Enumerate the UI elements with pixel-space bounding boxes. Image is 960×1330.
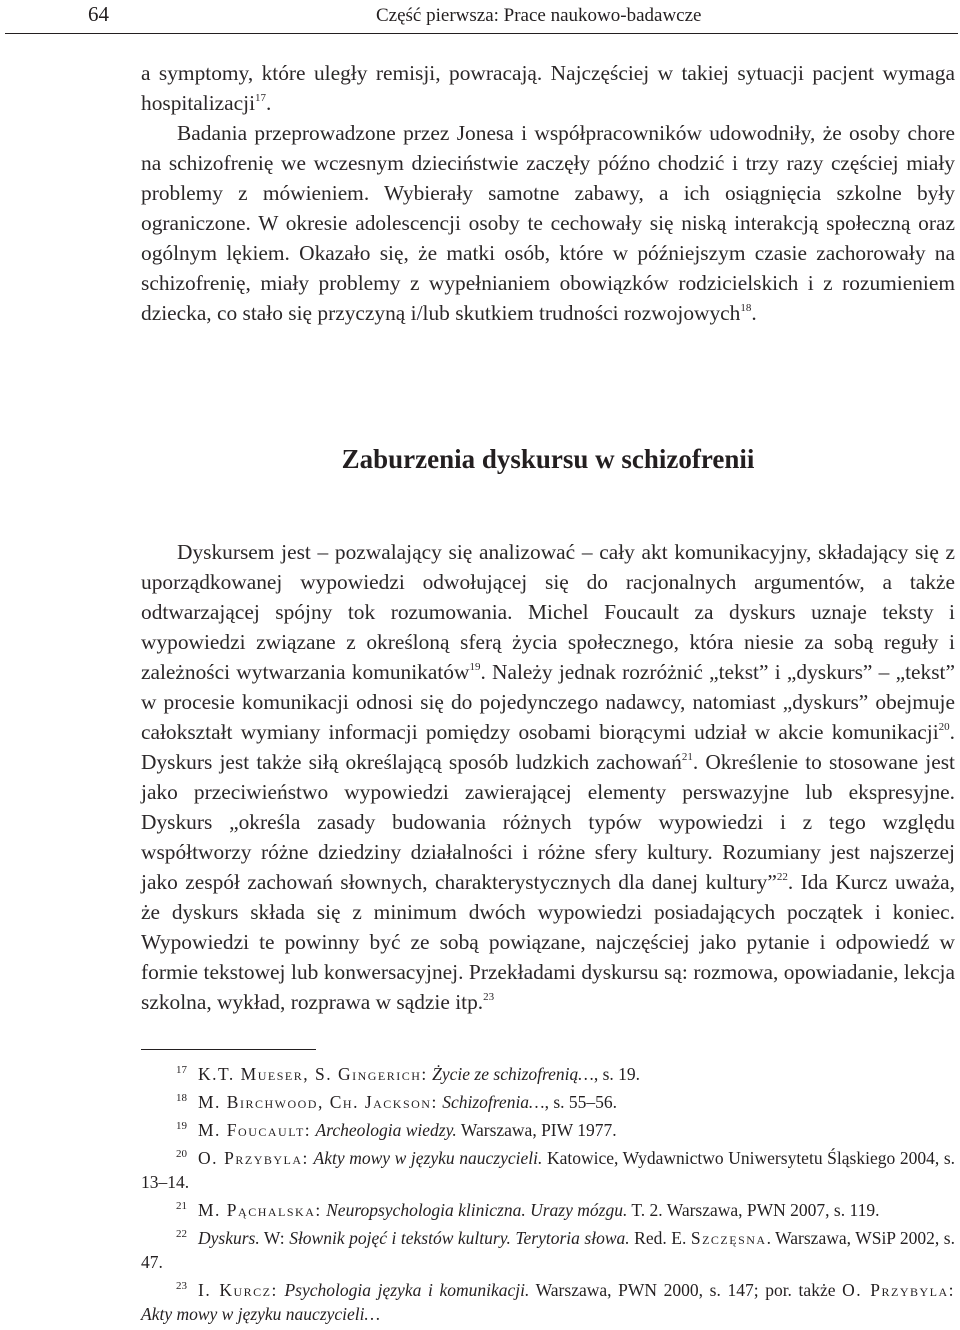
- footnote: 22 Dyskurs. W: Słownik pojęć i tekstów kultury. Terytoria słowa. Red. E. Szczęsna. Warszawa, WSiP 2002, s. 47.: [141, 1228, 955, 1272]
- footnote-title: Dyskurs.: [198, 1228, 260, 1248]
- footnote-title: Psychologia języka i komunikacji.: [284, 1280, 530, 1300]
- footnote: 23 I. Kurcz: Psychologia języka i komunikacji. Warszawa, PWN 2000, s. 147; por. także O. Przybyla: Akty mowy w języku nauczycieli…: [141, 1280, 956, 1324]
- text-run: Dyskursem jest – pozwalający się analizować – cały akt komunikacyjny, składający się z uporządkowanej wypowiedzi odwołującej się do racjonalnych argumentów, a także odtwarzającej spójny tok rozumowania. Michel Foucault za dyskurs uznaje teksty i wypowiedzi związane z określoną sferą życia społecznego, która niesie za sobą reguły i zależności wytwarzania komunikatów: [141, 540, 955, 684]
- footnote-ref: 17: [255, 92, 267, 104]
- footnote-rest: , s. 55–56.: [544, 1092, 618, 1112]
- text-run: . Dyskurs jest także siłą określającą sposób ludzkich zachowań: [141, 720, 955, 774]
- footnote: 18 M. Birchwood, Ch. Jackson: Schizofrenia…, s. 55–56.: [176, 1092, 618, 1112]
- footnote-rest: W:: [259, 1228, 290, 1248]
- footnote-author: O. Przybyla:: [198, 1148, 309, 1168]
- footnote-rest: T. 2. Warszawa, PWN 2007, s. 119.: [627, 1200, 880, 1220]
- footnote-rest: Warszawa, PWN 2000, s. 147; por. także: [529, 1280, 843, 1300]
- footnote-author: I. Kurcz:: [198, 1280, 278, 1300]
- footnote-ref: 23: [483, 991, 495, 1003]
- footnote-ref: 21: [681, 751, 693, 763]
- footnote: 21 M. Pąchalska: Neuropsychologia kliniczna. Urazy mózgu. T. 2. Warszawa, PWN 2007, s. 119.: [176, 1200, 880, 1220]
- footnote-ref: 20: [938, 721, 950, 733]
- footnote: 19 M. Foucault: Archeologia wiedzy. Warszawa, PIW 1977.: [176, 1120, 617, 1140]
- footnote-rest: Katowice, Wydawnictwo Uniwersytetu Śląskiego 2004, s. 13–14.: [141, 1148, 956, 1192]
- text-run: .: [751, 301, 757, 325]
- footnote-title: Neuropsychologia kliniczna. Urazy mózgu.: [326, 1200, 628, 1220]
- footnote-title: Schizofrenia…: [442, 1092, 545, 1112]
- paragraph: [141, 537, 955, 1017]
- text-run: Badania przeprowadzone przez Jonesa i współpracowników udowodniły, że osoby chore na schizofrenię we wczesnym dzieciństwie zaczęły późno chodzić i trzy razy częściej miały problemy z mówieniem. Wybierały samotne zabawy, a ich osiągnięcia szkolne były ograniczone. W okresie adolescencji osoby te cechowały się niską interakcją społeczną oraz ogólnym lękiem. Okazało się, że matki osób, które w późniejszym czasie zachorowały na schizofrenię, miały problemy z wypełnianiem obowiązków rodzicielskich i z rozumieniem dziecka, co stało się przyczyną i/lub skutkiem trudności rozwojowych: [141, 121, 955, 325]
- footnote-author: M. Foucault:: [198, 1120, 312, 1140]
- footnote: 17 K.T. Mueser, S. Gingerich: Życie ze schizofrenią…, s. 19.: [176, 1064, 641, 1084]
- paragraph: [141, 118, 955, 328]
- footnote-ref: 18: [740, 302, 752, 314]
- footnote-editor: Szczęsna: [690, 1228, 767, 1248]
- footnote-title: Życie ze schizofrenią…: [432, 1064, 594, 1084]
- footnote-ref: 22: [776, 871, 788, 883]
- section-title: Zaburzenia dyskursu w schizofrenii: [341, 444, 755, 474]
- footnote-author: M. Pąchalska:: [198, 1200, 322, 1220]
- page-header: [0, 0, 960, 34]
- footnote-title: Słownik pojęć i tekstów kultury. Terytoria słowa.: [289, 1228, 630, 1248]
- header-rule: [5, 33, 958, 34]
- text-run: . Należy jednak rozróżnić „tekst” i „dyskurs” – „tekst” w procesie komunikacji odnosi się do pojedynczego nadawcy, natomiast „dyskurs” obejmuje całokształt wymiany informacji pomiędzy osobami biorącymi udział w akcie komunikacji: [141, 660, 955, 744]
- footnote-title: Akty mowy w języku nauczycieli…: [141, 1304, 381, 1324]
- text-run: a symptomy, które uległy remisji, powracają. Najczęściej w takiej sytuacji pacjent wymaga hospitalizacji: [141, 61, 955, 115]
- footnote-rest: Warszawa, PIW 1977.: [456, 1120, 617, 1140]
- footnote-rule: [141, 1049, 316, 1050]
- section-text: [141, 537, 955, 1017]
- footnote: 20 O. Przybyla: Akty mowy w języku nauczycieli. Katowice, Wydawnictwo Uniwersytetu Śląskiego 2004, s. 13–14.: [141, 1148, 956, 1192]
- footnote-ref: 19: [469, 661, 481, 673]
- footnote-title: Archeologia wiedzy.: [315, 1120, 457, 1140]
- text-run: .: [266, 91, 272, 115]
- page-number: 64: [88, 2, 109, 26]
- text-run: . Określenie to stosowane jest jako przeciwieństwo wypowiedzi zawierającej elementy perswazyjne lub ekspresyjne. Dyskurs „określa zasady budowania różnych typów wypowiedzi i z tego względu współtworzy różne dziedziny działalności i różne sfery kultury. Rozumiany jest najszerzej jako zespół zachowań słownych, charakterystycznych dla danej kultury”: [141, 750, 955, 894]
- footnote-author: O. Przybyla:: [842, 1280, 956, 1300]
- paragraph-continued: [141, 58, 955, 118]
- footnotes: [141, 1062, 955, 1330]
- footnote-rest: . Warszawa, WSiP 2002, s. 47.: [141, 1228, 955, 1272]
- footnote-title: Akty mowy w języku nauczycieli.: [313, 1148, 543, 1168]
- footnote-author: K.T. Mueser, S. Gingerich:: [198, 1064, 428, 1084]
- intro-text: [141, 58, 955, 328]
- text-run: . Ida Kurcz uważa, że dyskurs składa się z minimum dwóch wypowiedzi posiadających początek i koniec. Wypowiedzi te powinny być ze sobą powiązane, najczęściej jako pytanie i odpowiedź w formie tekstowej lub konwersacyjnej. Przekładami dyskursu są: rozmowa, opowiadanie, lekcja szkolna, wykład, rozprawa w sądzie itp.: [141, 870, 955, 1014]
- footnote-author: M. Birchwood, Ch. Jackson:: [198, 1092, 438, 1112]
- footnote-rest: , s. 19.: [593, 1064, 641, 1084]
- running-head: Część pierwsza: Prace naukowo-badawcze: [376, 5, 702, 26]
- footnote-rest: Red. E.: [629, 1228, 691, 1248]
